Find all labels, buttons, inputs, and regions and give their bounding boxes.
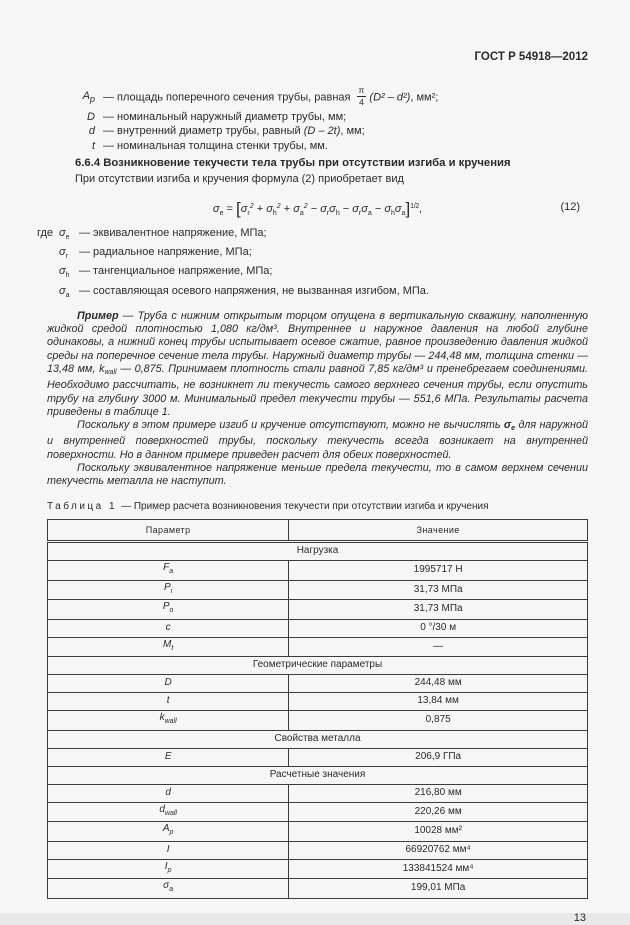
definition-symbol: t xyxy=(91,139,95,152)
table-section-row xyxy=(48,657,588,675)
definition-item xyxy=(47,139,588,154)
definition-text-part: (D – 2t) xyxy=(303,125,341,137)
param-value-cell: 244,48 мм xyxy=(289,675,588,693)
formula-term-sub: h xyxy=(335,210,340,217)
table-row xyxy=(48,822,588,842)
param-symbol: $P_i$ xyxy=(164,581,173,595)
table-row xyxy=(48,693,588,711)
where-item xyxy=(37,245,588,264)
definition-text xyxy=(103,139,328,154)
param-symbol-cell xyxy=(48,619,289,637)
where-item-text: — эквивалентное напряжение, МПа; xyxy=(79,227,267,239)
column-header-value: Значение xyxy=(289,520,588,542)
formula-operator: − xyxy=(371,203,385,215)
formula-term: $\sigma_h$ xyxy=(384,203,395,217)
table-section-row xyxy=(48,542,588,561)
param-symbol: E xyxy=(164,750,172,762)
table-section-label: Нагрузка xyxy=(48,542,588,561)
param-symbol-cell xyxy=(48,675,289,693)
example-text-part: Поскольку в этом примере изгиб и кручение отсутствуют, можно не вычислять xyxy=(77,419,504,432)
fraction-numerator: π xyxy=(358,85,365,96)
param-symbol-cell xyxy=(48,561,289,581)
formula-operator: + xyxy=(253,203,267,215)
formula-operator: − xyxy=(339,203,353,215)
formula-term-sub: a xyxy=(367,210,372,217)
formula-term: $\sigma_r^2$ xyxy=(240,203,254,217)
table-row xyxy=(48,637,588,657)
param-value-cell: 10028 мм² xyxy=(289,822,588,842)
formula-term: $\sigma_a$ xyxy=(394,203,406,217)
table-row xyxy=(48,600,588,620)
param-symbol-sub: p xyxy=(169,829,174,837)
where-symbol: $\sigma_a$ xyxy=(59,284,70,299)
param-symbol: $\sigma_a$ xyxy=(163,880,174,894)
table-caption xyxy=(47,500,588,515)
param-symbol: t xyxy=(166,695,170,707)
definition-text-part: — номинальная толщина стенки трубы, мм. xyxy=(103,139,328,152)
param-symbol: $d_{wall}$ xyxy=(159,803,177,817)
table-header-row xyxy=(48,520,588,542)
table-row xyxy=(48,619,588,637)
where-symbol-sub: h xyxy=(65,272,70,280)
formula-term-sub: r xyxy=(247,210,250,217)
where-item xyxy=(37,284,588,303)
formula-term: $\sigma_a$ xyxy=(361,203,372,217)
where-symbol: $\sigma_e$ xyxy=(59,227,70,241)
where-item xyxy=(37,264,588,283)
table-row xyxy=(48,561,588,581)
table-row xyxy=(48,879,588,899)
param-value-cell: 216,80 мм xyxy=(289,784,588,802)
param-value-cell: 31,73 МПа xyxy=(289,600,588,620)
formula-term-sub: a xyxy=(299,210,304,217)
table-row xyxy=(48,784,588,802)
table-section-row xyxy=(48,766,588,784)
definition-text-part: — номинальный наружный диаметр трубы, мм; xyxy=(103,110,347,123)
param-symbol-sub: wall xyxy=(164,809,177,817)
example-block xyxy=(47,310,588,489)
param-symbol-cell xyxy=(48,748,289,766)
param-symbol-sub: a xyxy=(169,568,174,576)
where-list xyxy=(37,226,588,303)
fraction-denominator: 4 xyxy=(359,97,364,107)
formula-term: $\sigma_h^2$ xyxy=(266,203,281,217)
definition-text xyxy=(103,87,438,108)
param-value-cell: 206,9 ГПа xyxy=(289,748,588,766)
where-symbol-sub: a xyxy=(65,291,70,299)
param-symbol-cell xyxy=(48,693,289,711)
formula-bracket: ] xyxy=(405,199,411,218)
params-table xyxy=(47,519,588,899)
definition-item xyxy=(47,124,588,139)
table-section-label: Расчетные значения xyxy=(48,766,588,784)
inline-symbol: $k_{wall}$ xyxy=(99,363,117,376)
param-symbol-cell xyxy=(48,802,289,822)
definition-item xyxy=(47,110,588,125)
param-symbol: $F_a$ xyxy=(163,562,174,576)
param-symbol-cell xyxy=(48,822,289,842)
formula-operator: + xyxy=(280,203,294,215)
table-row xyxy=(48,748,588,766)
param-symbol-sub: t xyxy=(171,644,174,652)
param-symbol: D xyxy=(164,677,172,689)
column-header-parameter: Параметр xyxy=(48,520,289,542)
formula-term-sup: 2 xyxy=(276,203,281,210)
inline-symbol: $\sigma_e$ xyxy=(503,419,515,433)
formula-block xyxy=(47,194,588,220)
table-row xyxy=(48,711,588,731)
formula-bracket: [ xyxy=(236,199,241,218)
param-symbol-sub: wall xyxy=(164,718,177,726)
definition-symbol: D xyxy=(87,110,95,123)
param-value-cell: 13,84 мм xyxy=(289,693,588,711)
definitions-list xyxy=(47,86,588,154)
param-symbol-cell xyxy=(48,711,289,731)
definition-text-part: — площадь поперечного сечения трубы, равная xyxy=(103,91,354,104)
where-lead-label: где xyxy=(37,227,54,239)
param-symbol-cell xyxy=(48,600,289,620)
formula xyxy=(213,194,422,227)
section-heading: 6.6.4 Возникновение текучести тела трубы при отсутствии изгиба и кручения xyxy=(75,157,511,169)
definition-symbol-sub: p xyxy=(89,93,95,104)
definition-item xyxy=(47,86,588,110)
formula-term: $\sigma_r$ xyxy=(352,203,362,217)
fraction xyxy=(357,86,367,107)
definition-text xyxy=(103,110,346,125)
where-item-text: — тангенциальное напряжение, МПа; xyxy=(79,265,273,278)
param-symbol-sub: a xyxy=(169,886,174,894)
param-symbol: $I_p$ xyxy=(164,860,172,874)
table-caption-label: Таблица 1 xyxy=(47,500,118,512)
formula-exponent: 1/2 xyxy=(410,203,420,210)
param-value-cell: 0,875 xyxy=(289,711,588,731)
where-symbol-sub: r xyxy=(65,253,68,261)
where-item xyxy=(37,226,588,245)
param-symbol: $M_t$ xyxy=(163,638,174,652)
definition-text-part: — внутренний диаметр трубы, равный xyxy=(103,125,304,137)
param-symbol-cell xyxy=(48,859,289,879)
param-value-cell: 133841524 мм⁴ xyxy=(289,859,588,879)
example-paragraph xyxy=(47,419,588,462)
example-paragraph xyxy=(47,310,588,419)
table-row xyxy=(48,802,588,822)
param-symbol: c xyxy=(165,621,171,633)
param-symbol-cell xyxy=(48,841,289,859)
param-value-cell: 66920762 мм⁴ xyxy=(289,841,588,859)
param-value-cell: 199,01 МПа xyxy=(289,879,588,899)
param-symbol: I xyxy=(166,843,170,855)
param-symbol: d xyxy=(165,786,171,798)
table-section-label: Свойства металла xyxy=(48,730,588,748)
formula-term: $\sigma_h$ xyxy=(329,203,340,217)
formula-operator: = xyxy=(223,203,237,215)
doc-code: ГОСТ Р 54918—2012 xyxy=(474,51,588,63)
param-symbol-cell xyxy=(48,879,289,899)
example-text-part: — Труба с нижним открытым торцом опущена в вертикальную скважину, наполненную жидкой средой плотностью 1,080 кг/дм³. Внутреннее и наружное давления на любой глубине одинаковы, а нижний конец трубы испытывает осевое сжатие, равное произведению давления жидкой среды на поперечное сечение тела трубы. Наружный диаметр трубы — 244,48 мм, толщина стенки — 13,48 мм, xyxy=(47,309,588,375)
definition-text-part: , мм²; xyxy=(410,91,439,104)
where-item-text: — составляющая осевого напряжения, не вызванная изгибом, МПа. xyxy=(79,284,429,297)
formula-term-sub: h xyxy=(272,210,277,217)
example-paragraph xyxy=(47,462,588,489)
formula-operator: − xyxy=(307,203,321,215)
param-symbol: $P_o$ xyxy=(162,601,174,615)
table-row xyxy=(48,675,588,693)
page-number: 13 xyxy=(573,911,586,924)
formula-term: $\sigma_a^2$ xyxy=(293,203,308,217)
param-symbol-sub: i xyxy=(170,587,173,595)
table-row xyxy=(48,841,588,859)
formula-term-sub: r xyxy=(358,210,362,217)
where-symbol: $\sigma_h$ xyxy=(59,265,70,280)
formula-term-sup: 2 xyxy=(249,203,254,210)
definition-text xyxy=(103,124,365,139)
formula-number: (12) xyxy=(560,201,580,213)
table-section-label: Геометрические параметры xyxy=(48,657,588,675)
param-symbol: $A_p$ xyxy=(162,823,174,837)
param-symbol-cell xyxy=(48,784,289,802)
where-symbol: $\sigma_r$ xyxy=(59,246,68,261)
example-text-part: — 0,875. Принимаем плотность стали равной 7,85 кг/дм³ и пренебрегаем соединениями. Необходимо рассчитать, не возникнет ли текучесть самого верхнего сечения трубы, если опустить трубу на глубину 3000 м. Минимальный предел текучести трубы — 551,6 МПа. Результаты расчета приведены в таблице 1. xyxy=(47,363,588,418)
definition-symbol: d xyxy=(88,125,95,137)
definition-symbol: $A_p$ xyxy=(82,89,95,104)
formula-term-sub: h xyxy=(390,210,395,217)
table-row xyxy=(48,580,588,600)
param-value-cell: 31,73 МПа xyxy=(289,580,588,600)
param-value-cell: 220,26 мм xyxy=(289,802,588,822)
formula-term-sup: 2 xyxy=(303,203,308,210)
formula-intro: При отсутствии изгиба и кручения формула (2) приобретает вид xyxy=(75,172,404,185)
param-value-cell: 0 °/30 м xyxy=(289,619,588,637)
formula-term: $\sigma_e$ xyxy=(212,203,224,217)
where-symbol-sub: e xyxy=(65,234,70,241)
where-item-text: — радиальное напряжение, МПа; xyxy=(79,246,252,259)
table-caption-text: — Пример расчета возникновения текучести при отсутствии изгиба и кручения xyxy=(121,500,489,512)
param-symbol-sub: o xyxy=(169,607,174,615)
formula-term-sub: a xyxy=(401,210,406,217)
definition-text-part: (D² – d²) xyxy=(369,91,411,104)
param-symbol-cell xyxy=(48,580,289,600)
inline-symbol-sub: wall xyxy=(104,369,117,376)
param-value-cell: 1995717 Н xyxy=(289,561,588,581)
param-symbol-sub: p xyxy=(167,866,172,874)
param-symbol-cell xyxy=(48,637,289,657)
inline-symbol-sub: e xyxy=(511,425,515,433)
formula-term-sub: e xyxy=(219,210,224,217)
param-symbol: $k_{wall}$ xyxy=(159,712,177,726)
example-text-part: Пример xyxy=(77,309,119,322)
definition-text-part: , мм; xyxy=(340,125,365,137)
param-value-cell: — xyxy=(289,637,588,657)
formula-operator: , xyxy=(419,203,423,215)
example-text-part: Поскольку эквивалентное напряжение меньше предела текучести, то в самом верхнем сечении текучесть металла не наступит. xyxy=(47,462,588,488)
formula-term-sub: r xyxy=(326,210,330,217)
table-section-row xyxy=(48,730,588,748)
formula-term: $\sigma_r$ xyxy=(320,203,330,217)
example-text-part: для наружной и внутренней поверхностей трубы, поскольку текучесть всегда возникает на внутренней поверхности. Но в данном примере приведен расчет для обеих поверхностей. xyxy=(47,419,588,461)
table-row xyxy=(48,859,588,879)
